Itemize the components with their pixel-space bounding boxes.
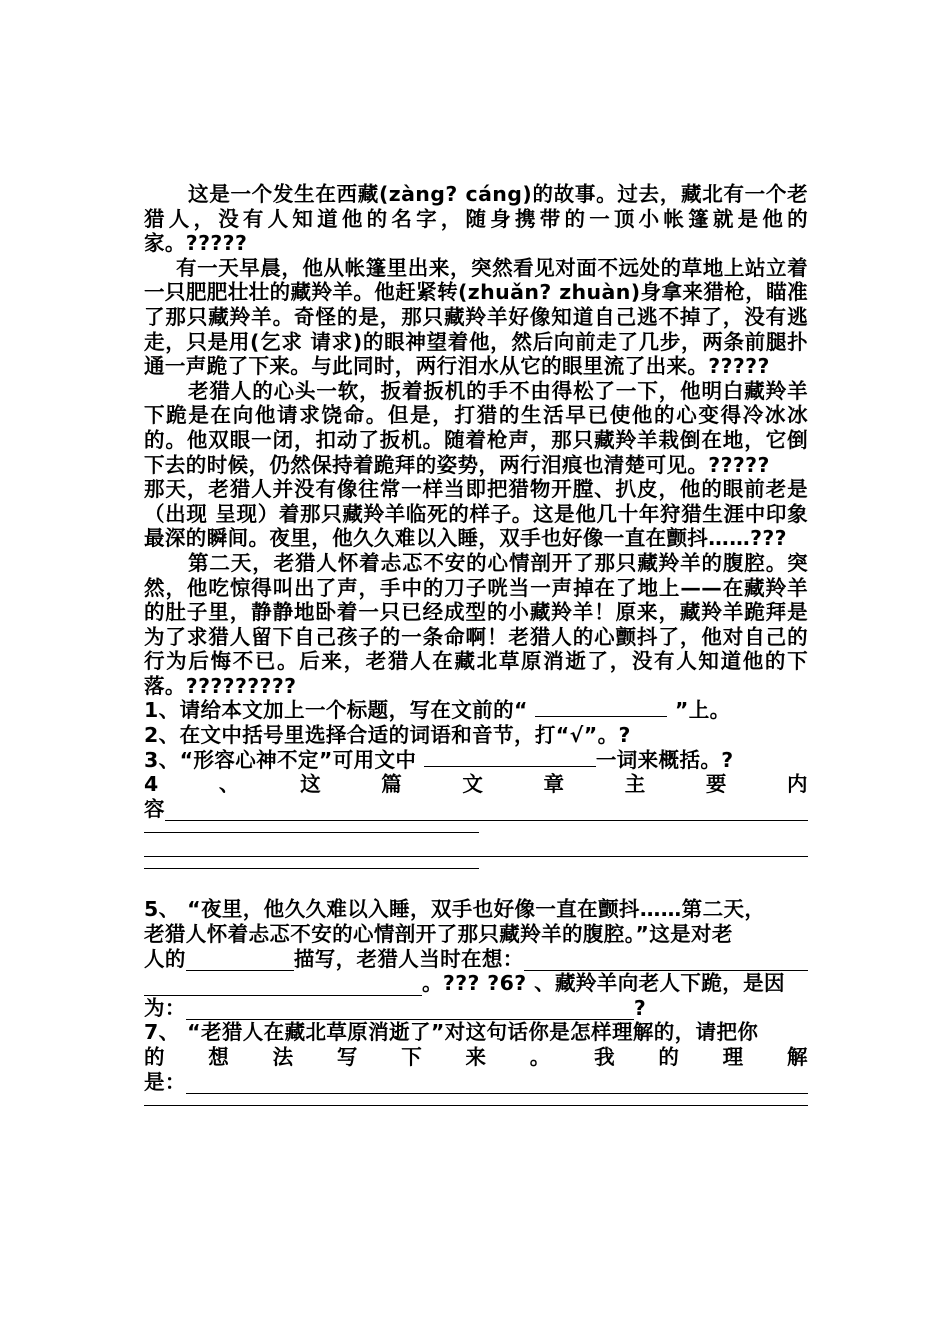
- question-4-heading-char: 要: [705, 772, 727, 797]
- question-4-heading-char: 章: [543, 772, 565, 797]
- question-5-line-3: [144, 947, 808, 972]
- question-6-text: 。??? ?6? 、藏羚羊向老人下跪，是因: [422, 971, 785, 996]
- reason-answer-blank[interactable]: [186, 1001, 634, 1020]
- thought-answer-line-1[interactable]: [524, 952, 808, 971]
- understanding-answer-line-1[interactable]: [186, 1081, 808, 1094]
- question-5-text-b: 描写，老猎人当时在想：: [293, 946, 524, 971]
- question-4-heading-char: 、: [218, 772, 240, 797]
- question-3-end: 一词来概括。?: [595, 747, 734, 772]
- question-7-line-2-char: 下: [401, 1045, 423, 1069]
- question-1-text: 1、请给本文加上一个标题，写在文前的“: [144, 698, 536, 723]
- question-4-heading-char: 4: [144, 772, 159, 797]
- question-7-line-2-char: 。: [529, 1045, 551, 1069]
- question-7-line-2-char: 理: [722, 1045, 744, 1069]
- understanding-answer-line-2[interactable]: [144, 1094, 808, 1106]
- question-7-line-3: [144, 1070, 808, 1095]
- paragraph-2: 有一天早晨，他从帐篷里出来，突然看见对面不远处的草地上站立着一只肥肥壮壮的藏羚羊。他赶紧转(zhuǎn? zhuàn)身拿来猎枪，瞄准了那只藏羚羊。奇怪的是，那只藏羚羊好像知道自己逃不掉了，没有逃走，只是用(乞求 请求)的眼神望着他，然后向前走了几步，两条前腿扑通一声跪了下来。与此同时，两行泪水从它的眼里流了出来。?????: [144, 255, 808, 379]
- question-6-prefix: 为：: [144, 995, 186, 1020]
- question-5-line-4: [144, 971, 808, 996]
- question-4-heading-char: 这: [300, 772, 321, 797]
- summary-answer-line-3[interactable]: [144, 845, 808, 857]
- question-7-line-2-char: 想: [208, 1045, 230, 1069]
- question-5-line-2: 老猎人怀着忐忑不安的心情剖开了那只藏羚羊的腹腔。”这是对老: [144, 922, 733, 947]
- summary-answer-line-2[interactable]: [144, 821, 479, 833]
- document-content: [144, 182, 808, 1106]
- question-7-continuation: 是：: [144, 1069, 186, 1094]
- question-5-line-1: 5、 “夜里，他久久难以入睡，双手也好像一直在颤抖……第二天，: [144, 897, 766, 922]
- question-4-continuation: 容: [144, 796, 165, 821]
- question-4-heading-char: 主: [624, 772, 646, 797]
- thought-answer-line-2[interactable]: [144, 977, 422, 996]
- title-answer-blank[interactable]: [535, 698, 667, 717]
- description-type-blank[interactable]: [186, 952, 294, 971]
- question-7-line-2-char: 的: [658, 1045, 680, 1069]
- question-7-line-2-char: 的: [144, 1045, 165, 1069]
- paragraph-3: 老猎人的心头一软，扳着扳机的手不由得松了一下，他明白藏羚羊下跪是在向他请求饶命。但是，打猎的生活早已使他的心变得冷冰冰的。他双眼一闭，扣动了扳机。随着枪声，那只藏羚羊栽倒在地，它倒下去的时候，仍然保持着跪拜的姿势，两行泪痕也清楚可见。?????: [144, 378, 808, 477]
- question-7-line-2-char: 我: [594, 1045, 615, 1069]
- question-4-heading: [144, 772, 808, 797]
- question-6-line: [144, 996, 808, 1021]
- question-7-line-2-char: 解: [786, 1045, 808, 1069]
- paragraph-5: 第二天，老猎人怀着忐忑不安的心情剖开了那只藏羚羊的腹腔。突然，他吃惊得叫出了声，手中的刀子咣当一声掉在了地上——在藏羚羊的肚子里，静静地卧着一只已经成型的小藏羚羊！原来，藏羚羊跪拜是为了求猎人留下自己孩子的一条命啊！老猎人的心颤抖了，他对自己的行为后悔不已。后来，老猎人在藏北草原消逝了，没有人知道他的下落。?????????: [144, 550, 808, 698]
- question-7-line-1: 7、 “老猎人在藏北草原消逝了”对这句话你是怎样理解的，请把你: [144, 1020, 759, 1045]
- paragraph-4: 那天，老猎人并没有像往常一样当即把猎物开膛、扒皮，他的眼前老是（出现 呈现）着那只藏羚羊临死的样子。这是他几十年狩猎生涯中印象最深的瞬间。夜里，他久久难以入睡，双手也好像一直在颤抖……???: [144, 477, 808, 551]
- question-3: [144, 748, 808, 773]
- question-7-line-2: [144, 1045, 808, 1070]
- question-7-line-2-char: 写: [336, 1045, 358, 1069]
- question-4-heading-char: 内: [787, 772, 808, 797]
- question-3-text: 3、“形容心神不定”可用文中: [144, 747, 424, 772]
- question-4-line-1: [144, 797, 808, 822]
- question-1-end: ”上。: [667, 698, 731, 723]
- question-6-end: ?: [633, 995, 647, 1020]
- summary-answer-line-4[interactable]: [144, 857, 479, 869]
- question-4-heading-char: 篇: [381, 772, 403, 797]
- question-4-heading-char: 文: [462, 772, 484, 797]
- summary-answer-line-1[interactable]: [165, 808, 808, 821]
- paragraph-1: 这是一个发生在西藏(zàng? cáng)的故事。过去，藏北有一个老猎人，没有人知道他的名字，随身携带的一顶小帐篷就是他的家。?????: [144, 182, 808, 256]
- question-2: 2、在文中括号里选择合适的词语和音节，打“√”。?: [144, 723, 631, 748]
- question-1: [144, 698, 808, 723]
- question-5-text-a: 人的: [144, 946, 186, 971]
- question-7-line-2-char: 来: [465, 1045, 487, 1069]
- word-answer-blank[interactable]: [424, 748, 596, 767]
- question-7-line-2-char: 法: [272, 1045, 294, 1069]
